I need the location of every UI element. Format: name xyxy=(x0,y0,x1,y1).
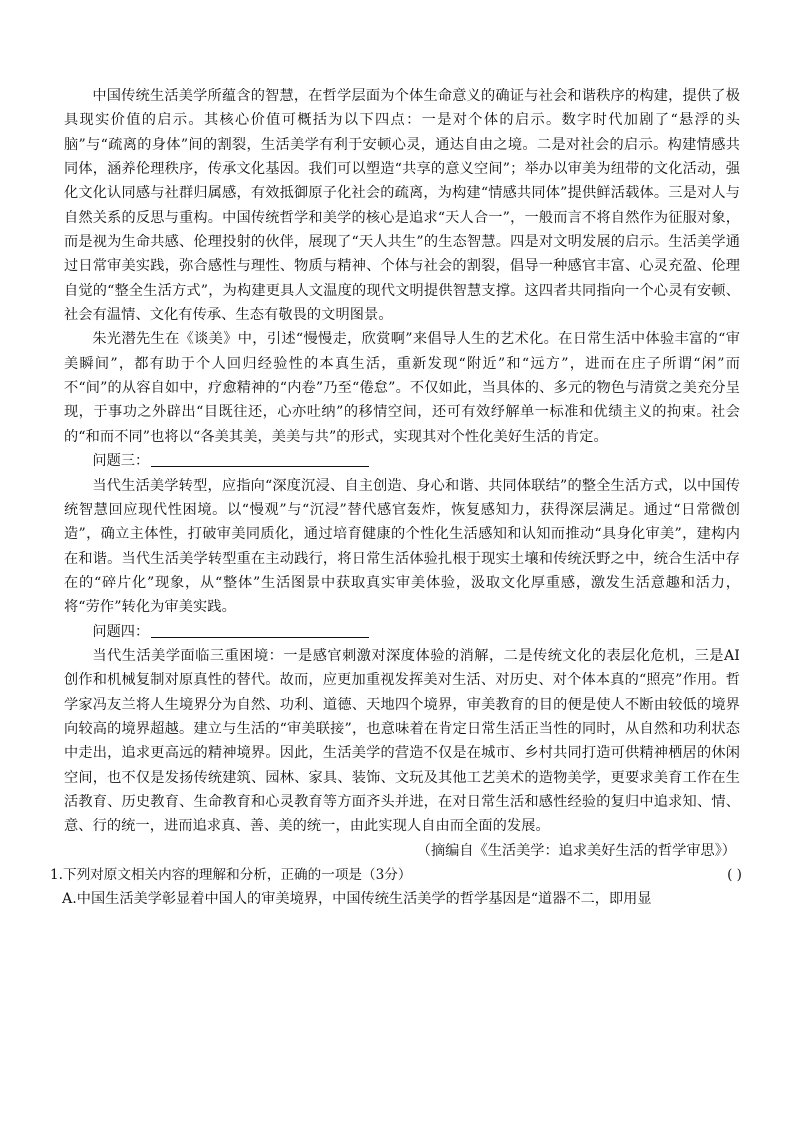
question-four-blank[interactable] xyxy=(151,622,369,638)
answer-paren[interactable]: ( ) xyxy=(727,867,742,883)
body-paragraph-1: 中国传统生活美学所蕴含的智慧，在哲学层面为个体生命意义的确证与社会和谐秩序的构建，提供了极具现实价值的启示。其核心价值可概括为以下四点：一是对个体的启示。数字时代加剧了“悬浮的头脑”与“疏离的身体”间的割裂，生活美学有利于安顿心灵，通达自由之境。二是对社会的启示。构建情感共同体，涵养伦理秩序，传承文化基因。我们可以塑造“共享的意义空间”；举办以审美为纽带的文化活动，强化文化认同感与社群归属感，有效抵御原子化社会的疏离，为构建“情感共同体”提供鲜活载体。三是对人与自然关系的反思与重构。中国传统哲学和美学的核心是追求“天人合一”，一般而言不将自然作为征服对象，而是视为生命共感、伦理投射的伙伴，展现了“天人共生”的生态智慧。四是对文明发展的启示。生活美学通过日常审美实践，弥合感性与理性、物质与精神、个体与社会的割裂，倡导一种感官丰富、心灵充盈、伦理自觉的“整全生活方式”，为构建更具人文温度的现代文明提供智慧支撑。这四者共同指向一个心灵有安顿、社会有温情、文化有传承、生态有敬畏的文明图景。 xyxy=(64,88,740,324)
question-three-line xyxy=(64,449,740,473)
source-citation: （摘编自《生活美学：追求美好生活的哲学审思》） xyxy=(416,842,736,859)
question-three-label: 问题三： xyxy=(92,453,150,470)
document-page xyxy=(50,84,742,912)
question-1 xyxy=(50,863,740,887)
option-a[interactable]: A.中国生活美学彰显着中国人的审美境界，中国传统生活美学的哲学基因是“道器不二，即用显 xyxy=(62,891,652,908)
body-paragraph-4: 当代生活美学面临三重困境：一是感官刺激对深度体验的消解，二是传统文化的表层化危机，三是AI 创作和机械复制对原真性的替代。故而，应更加重视发挥美对生活、对历史、对个体本真的“照亮”作用。哲学家冯友兰将人生境界分为自然、功利、道德、天地四个境界，审美教育的目的便是使人不断由较低的境界向较高的境界超越。建立与生活的“审美联接”，也意味着在肯定日常生活正当性的同时，从自然和功利状态中走出，追求更高远的精神境界。因此，生活美学的营造不仅是在城市、乡村共同打造可供精神栖居的休闲空间，也不仅是发扬传统建筑、园林、家具、装饰、文玩及其他工艺美术的造物美学，更要求美育工作在生活教育、历史教育、生命教育和心灵教育等方面齐头并进，在对日常生活和感性经验的复归中追求知、情、意、行的统一，进而追求真、善、美的统一，由此实现人自由而全面的发展。 xyxy=(64,647,740,835)
question-three-blank[interactable] xyxy=(151,451,369,467)
question-four-label: 问题四： xyxy=(92,623,150,640)
body-paragraph-3: 当代生活美学转型，应指向“深度沉浸、自主创造、身心和谐、共同体联结”的整全生活方式，以中国传统智慧回应现代性困境。以“慢观”与“沉浸”替代感官轰炸，恢复感知力，获得深层满足。通过“日常微创造”，确立主体性，打破审美同质化，通过培育健康的个性化生活感知和认知而推动“具身化审美”，建构内在和谐。当代生活美学转型重在主动践行，将日常生活体验扎根于现实土壤和传统沃野之中，统合生活中存在的“碎片化”现象，从“整体”生活图景中获取真实审美体验，汲取文化厚重感，激发生活意趣和活力，将“劳作”转化为审美实践。 xyxy=(64,477,740,616)
body-paragraph-2: 朱光潜先生在《谈美》中，引述“慢慢走，欣赏啊”来倡导人生的艺术化。在日常生活中体验丰富的“审美瞬间”，都有助于个人回归经验性的本真生活，重新发现“附近”和“远方”，进而在庄子所谓“闲”而不“间”的从容自如中，疗愈精神的“内卷”乃至“倦怠”。不仅如此，当具体的、多元的物色与清赏之美充分呈现，于事功之外辟出“目既往还，心亦吐纳”的移情空间，还可有效纾解单一标准和优绩主义的拘束。社会的“和而不同”也将以“各美其美，美美与共”的形式，实现其对个性化美好生活的肯定。 xyxy=(64,331,740,445)
question-four-line xyxy=(64,620,740,644)
question-1-stem: 1.下列对原文相关内容的理解和分析，正确的一项是（3分） xyxy=(50,867,412,883)
